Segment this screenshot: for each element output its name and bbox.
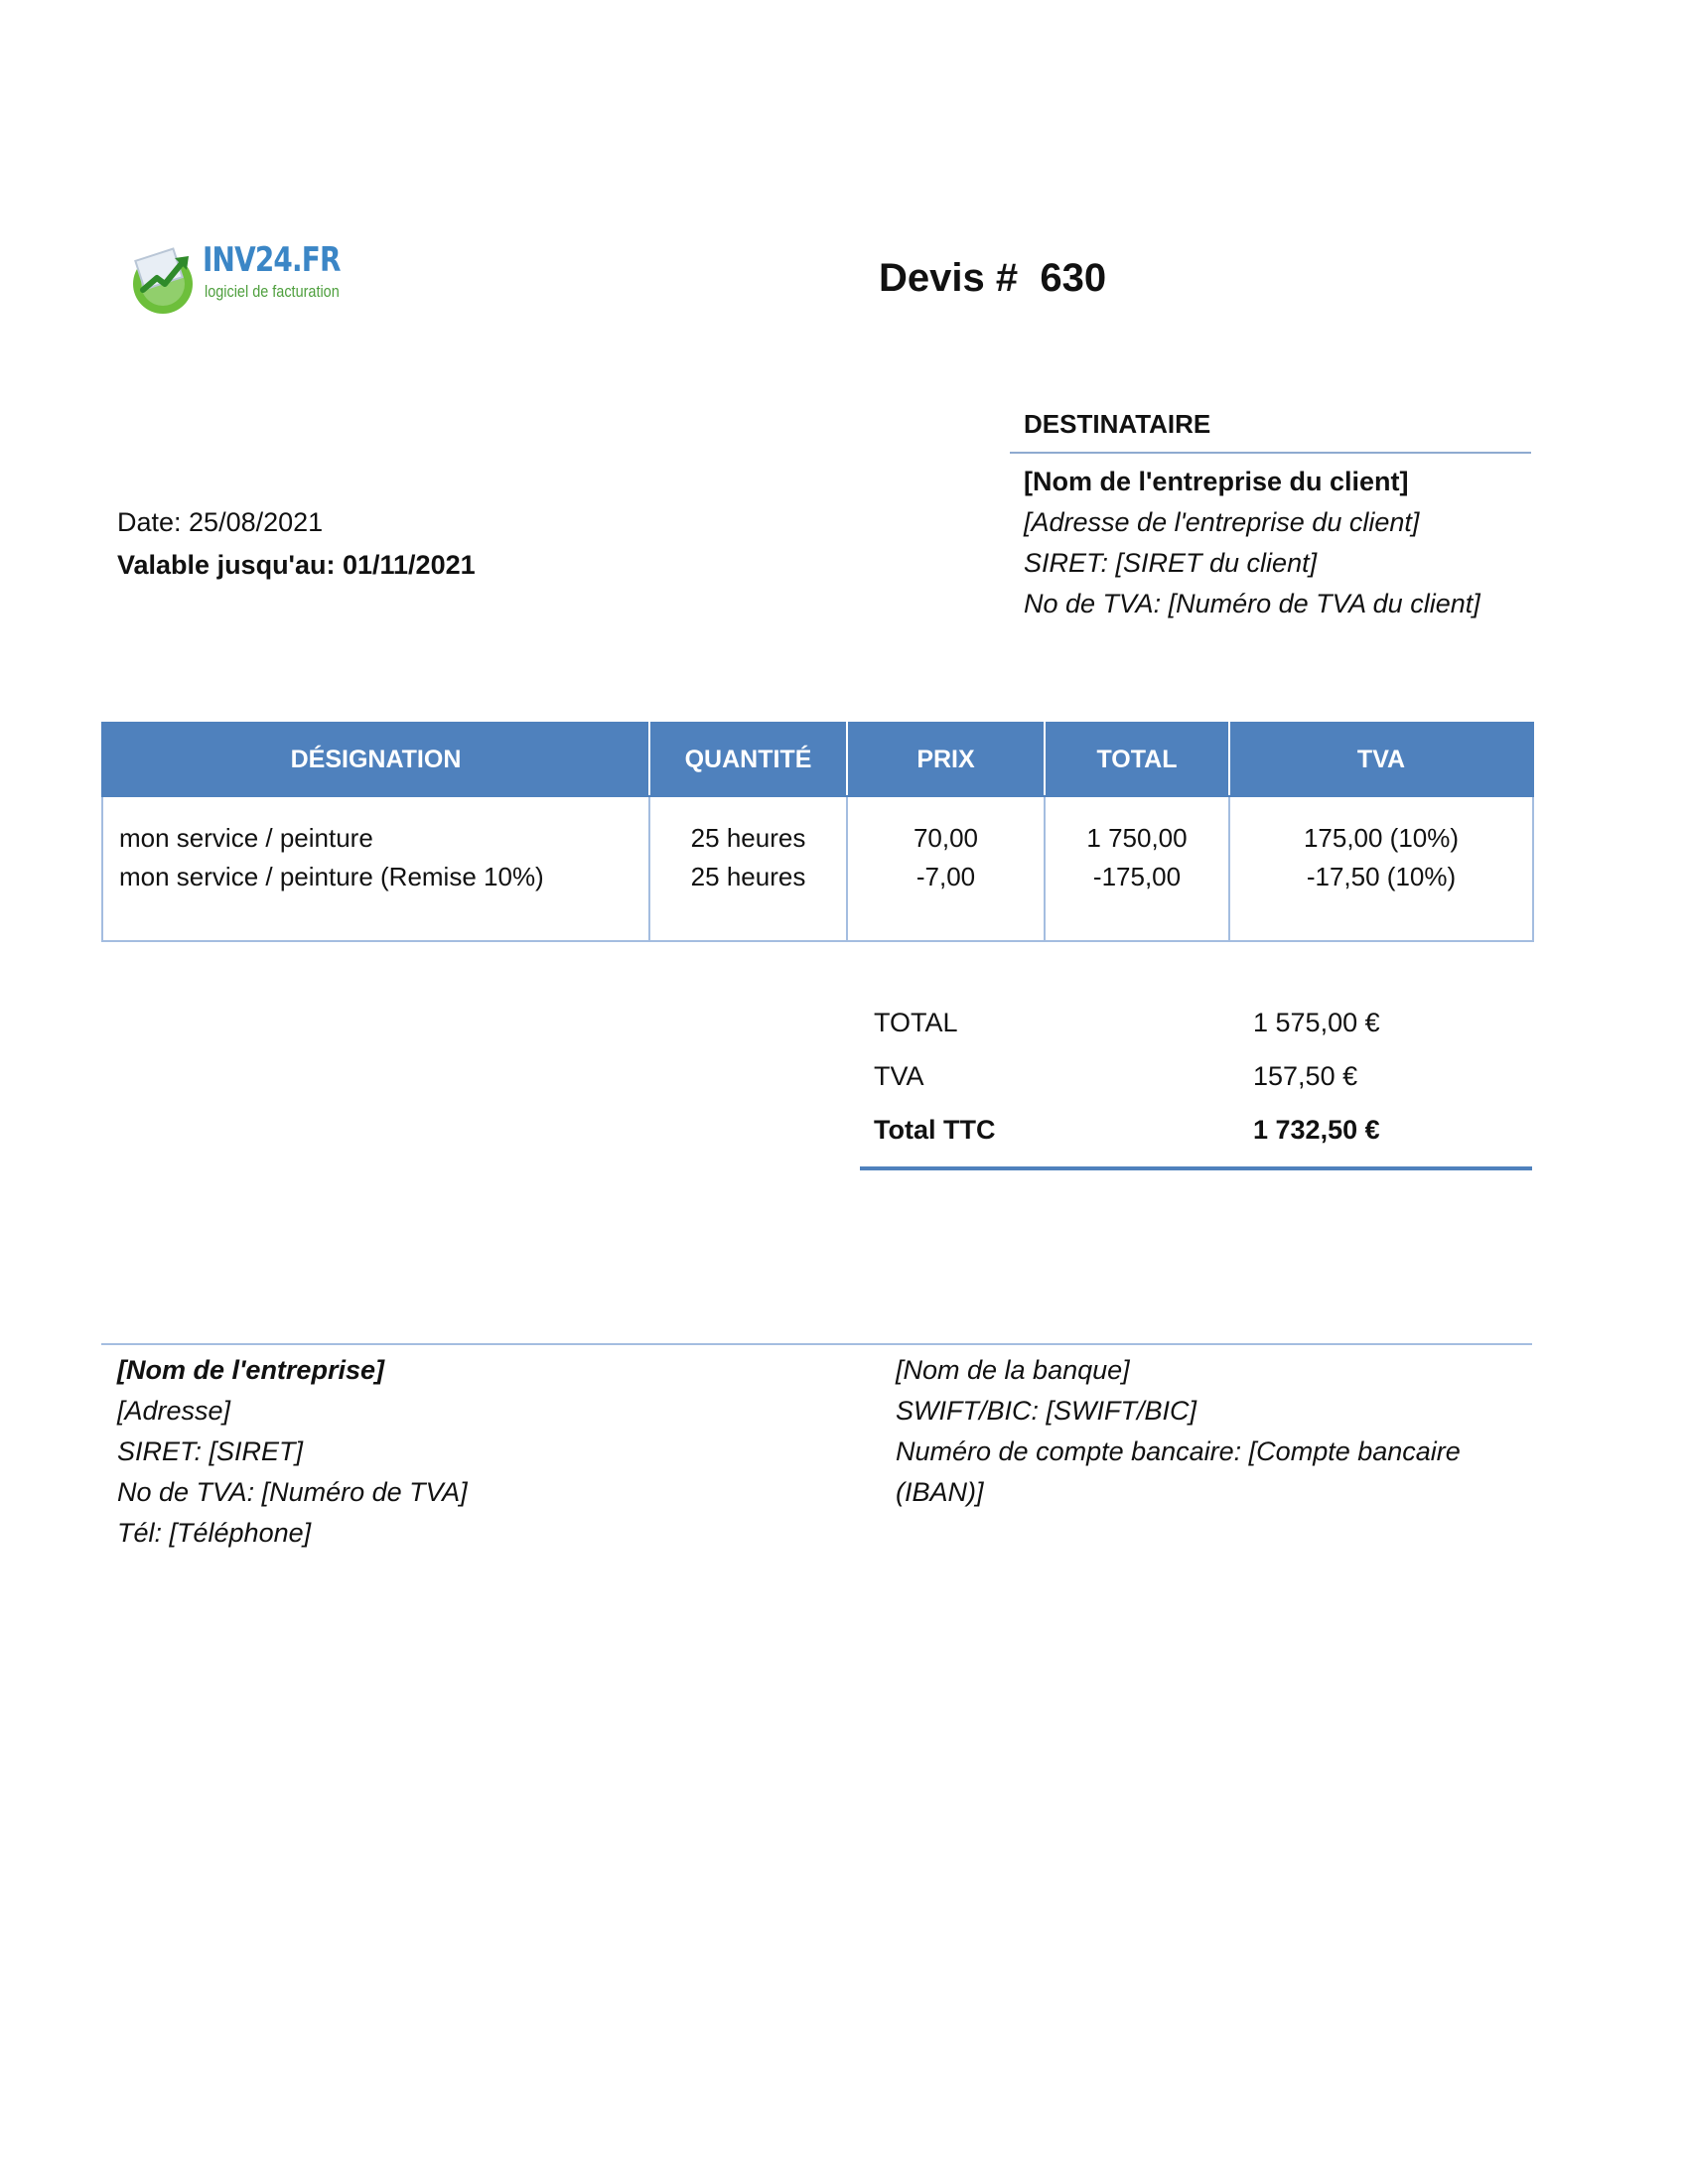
recipient-company: [Nom de l'entreprise du client] bbox=[1024, 467, 1409, 496]
header-vat: TVA bbox=[1229, 723, 1533, 796]
footer-siret: SIRET: [SIRET] bbox=[117, 1436, 304, 1466]
designation-line: mon service / peinture bbox=[119, 823, 373, 853]
footer-company-block bbox=[117, 1350, 468, 1554]
vat-value: 157,50 € bbox=[1253, 1061, 1358, 1091]
line-total-value: 1 750,00 bbox=[1086, 823, 1188, 853]
total-row bbox=[860, 1000, 1532, 1053]
line-vat-value: 175,00 (10%) bbox=[1303, 823, 1460, 853]
vat-row bbox=[860, 1053, 1532, 1107]
logo-subtitle: logiciel de facturation bbox=[205, 282, 340, 301]
recipient-address: [Adresse de l'entreprise du client] bbox=[1024, 507, 1420, 537]
footer-vat: No de TVA: [Numéro de TVA] bbox=[117, 1477, 468, 1507]
footer-bank-block bbox=[896, 1350, 1511, 1513]
designation-cell bbox=[102, 796, 649, 941]
date-block bbox=[117, 501, 476, 587]
chart-arrow-logo-icon bbox=[129, 240, 201, 316]
quantity-cell bbox=[649, 796, 847, 941]
footer-account-iban: (IBAN)] bbox=[896, 1477, 984, 1507]
table-header-row bbox=[102, 723, 1533, 796]
price-cell bbox=[847, 796, 1045, 941]
header-designation: DÉSIGNATION bbox=[102, 723, 649, 796]
ttc-row bbox=[860, 1107, 1532, 1160]
total-cell bbox=[1045, 796, 1229, 941]
total-value: 1 575,00 € bbox=[1253, 1008, 1380, 1037]
footer-company-name: [Nom de l'entreprise] bbox=[117, 1355, 384, 1385]
price-value: 70,00 bbox=[913, 823, 979, 853]
header-quantity: QUANTITÉ bbox=[649, 723, 847, 796]
designation-line: mon service / peinture (Remise 10%) bbox=[119, 862, 544, 891]
recipient-siret: SIRET: [SIRET du client] bbox=[1024, 548, 1318, 578]
footer-divider bbox=[101, 1343, 1532, 1345]
header-total: TOTAL bbox=[1045, 723, 1229, 796]
totals-underline bbox=[860, 1166, 1532, 1170]
issue-date: Date: 25/08/2021 bbox=[117, 507, 324, 537]
total-label: TOTAL bbox=[874, 1008, 958, 1037]
recipient-vat: No de TVA: [Numéro de TVA du client] bbox=[1024, 589, 1480, 618]
ttc-value: 1 732,50 € bbox=[1253, 1115, 1380, 1145]
table-row bbox=[102, 796, 1533, 941]
logo-text: INV24.FR bbox=[203, 240, 341, 280]
footer-swift: SWIFT/BIC: [SWIFT/BIC] bbox=[896, 1396, 1196, 1426]
recipient-divider bbox=[1010, 452, 1531, 454]
quantity-value: 25 heures bbox=[690, 862, 806, 891]
document-title: Devis # 630 bbox=[879, 256, 1107, 300]
footer-bank-name: [Nom de la banque] bbox=[896, 1355, 1130, 1385]
totals-block bbox=[860, 1000, 1532, 1170]
vat-cell bbox=[1229, 796, 1533, 941]
footer-phone: Tél: [Téléphone] bbox=[117, 1518, 312, 1548]
price-value: -7,00 bbox=[915, 862, 976, 891]
recipient-heading: DESTINATAIRE bbox=[1024, 409, 1211, 439]
company-logo bbox=[129, 238, 348, 318]
quantity-value: 25 heures bbox=[690, 823, 806, 853]
header-price: PRIX bbox=[847, 723, 1045, 796]
valid-until-date: Valable jusqu'au: 01/11/2021 bbox=[117, 550, 476, 580]
footer-account: Numéro de compte bancaire: [Compte bancaire bbox=[896, 1436, 1461, 1466]
ttc-label: Total TTC bbox=[874, 1115, 996, 1145]
vat-label: TVA bbox=[874, 1061, 924, 1091]
items-table bbox=[101, 722, 1534, 942]
line-vat-value: -17,50 (10%) bbox=[1306, 862, 1457, 891]
recipient-block bbox=[1024, 462, 1480, 624]
footer-address: [Adresse] bbox=[117, 1396, 231, 1426]
line-total-value: -175,00 bbox=[1092, 862, 1182, 891]
